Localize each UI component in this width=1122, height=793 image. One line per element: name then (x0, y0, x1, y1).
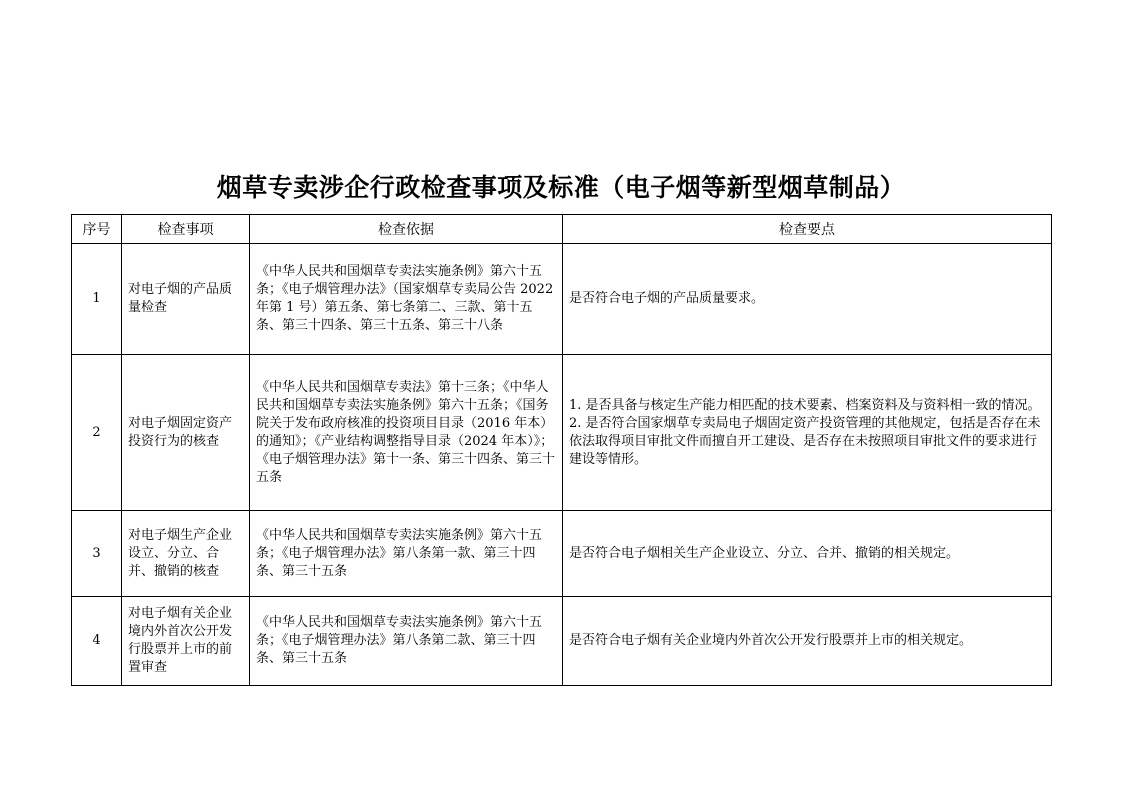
row-item: 对电子烟的产品质量检查 (122, 244, 250, 355)
point-text: 2. 是否符合国家烟草专卖局电子烟固定资产投资管理的其他规定，包括是否存在未依法取得项目审批文件而擅自开工建设、是否存在未按照项目审批文件的要求进行建设等情形。 (569, 415, 1041, 467)
row-points (563, 597, 1052, 686)
header-item: 检查事项 (122, 215, 250, 244)
row-points (563, 511, 1052, 597)
row-item: 对电子烟固定资产投资行为的核查 (122, 355, 250, 511)
point-text: 是否符合电子烟相关生产企业设立、分立、合并、撤销的相关规定。 (569, 545, 960, 561)
header-no: 序号 (72, 215, 122, 244)
table-row (72, 355, 1052, 511)
row-item: 对电子烟生产企业设立、分立、合并、撤销的核查 (122, 511, 250, 597)
table-row (72, 511, 1052, 597)
row-number: 1 (72, 244, 122, 355)
row-item: 对电子烟有关企业境内外首次公开发行股票并上市的前置审查 (122, 597, 250, 686)
point-text: 是否符合电子烟的产品质量要求。 (569, 291, 765, 306)
table-header-row (72, 215, 1052, 244)
point-text: 是否符合电子烟有关企业境内外首次公开发行股票并上市的相关规定。 (569, 633, 973, 648)
point-text: 1. 是否具备与核定生产能力相匹配的技术要素、档案资料及与资料相一致的情况。 (569, 397, 1041, 413)
row-basis: 《中华人民共和国烟草专卖法》第十三条；《中华人民共和国烟草专卖法实施条例》第六十五条；《国务院关于发布政府核准的投资项目目录（2016 年本）的通知》；《产业结构调整指导目录（2024 年本）》；《电子烟管理办法》第十一条、第三十四条、第三十五条 (250, 355, 563, 511)
header-points: 检查要点 (563, 215, 1052, 244)
row-number: 4 (72, 597, 122, 686)
table-row (72, 244, 1052, 355)
row-number: 3 (72, 511, 122, 597)
table-row (72, 597, 1052, 686)
row-points (563, 244, 1052, 355)
row-number: 2 (72, 355, 122, 511)
page-title: 烟草专卖涉企行政检查事项及标准（电子烟等新型烟草制品） (216, 173, 906, 202)
header-basis: 检查依据 (250, 215, 563, 244)
row-basis: 《中华人民共和国烟草专卖法实施条例》第六十五条；《电子烟管理办法》第八条第二款、第三十四条、第三十五条 (250, 597, 563, 686)
row-basis: 《中华人民共和国烟草专卖法实施条例》第六十五条；《电子烟管理办法》第八条第一款、第三十四条、第三十五条 (250, 511, 563, 597)
inspection-table (71, 214, 1052, 686)
row-basis: 《中华人民共和国烟草专卖法实施条例》第六十五条；《电子烟管理办法》（国家烟草专卖局公告 2022 年第 1 号）第五条、第七条第二、三款、第十五条、第三十四条、第三十五条、第三十八条 (250, 244, 563, 355)
row-points (563, 355, 1052, 511)
